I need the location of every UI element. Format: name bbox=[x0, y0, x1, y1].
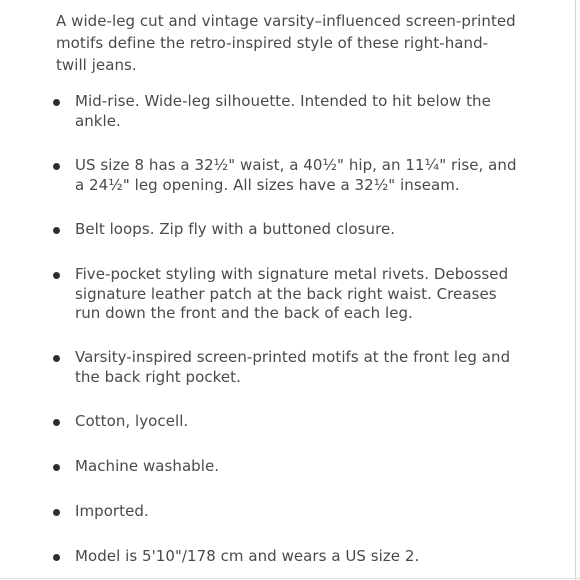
list-item-text: Varsity-inspired screen-printed motifs at the front leg and the back right pocket. bbox=[75, 348, 511, 386]
list-item bbox=[53, 220, 533, 240]
list-item-text: Model is 5'10"/178 cm and wears a US size 2. bbox=[75, 547, 420, 565]
right-edge-divider bbox=[575, 0, 576, 580]
bullet-icon bbox=[53, 355, 60, 362]
list-item-text: Cotton, lyocell. bbox=[75, 412, 189, 430]
bullet-icon bbox=[53, 227, 60, 234]
list-item-text: Belt loops. Zip fly with a buttoned closure. bbox=[75, 220, 396, 238]
bullet-icon bbox=[53, 419, 60, 426]
bullet-icon bbox=[53, 272, 60, 279]
bullet-icon bbox=[53, 464, 60, 471]
list-item bbox=[53, 348, 533, 387]
bullet-icon bbox=[53, 163, 60, 170]
list-item-text: Five-pocket styling with signature metal rivets. Debossed signature leather patch at the back right waist. Creases run down the front and the back of each leg. bbox=[75, 265, 509, 322]
list-item bbox=[53, 265, 533, 324]
intro-paragraph: A wide-leg cut and vintage varsity–influenced screen-printed motifs define the retro-inspired style of these right-hand-twill jeans. bbox=[56, 12, 516, 74]
bullet-icon bbox=[53, 554, 60, 561]
list-item bbox=[53, 92, 533, 131]
bullet-icon bbox=[53, 99, 60, 106]
list-item bbox=[53, 502, 533, 522]
list-item bbox=[53, 547, 533, 567]
list-item-text: Mid-rise. Wide-leg silhouette. Intended to hit below the ankle. bbox=[75, 92, 491, 130]
list-item bbox=[53, 156, 533, 195]
bottom-edge-divider bbox=[0, 578, 580, 579]
list-item-text: US size 8 has a 32½" waist, a 40½" hip, an 11¼" rise, and a 24½" leg opening. All sizes have a 32½" inseam. bbox=[75, 156, 517, 194]
list-item-text: Machine washable. bbox=[75, 457, 220, 475]
list-item-text: Imported. bbox=[75, 502, 149, 520]
list-item bbox=[53, 412, 533, 432]
list-item bbox=[53, 457, 533, 477]
bullet-icon bbox=[53, 509, 60, 516]
